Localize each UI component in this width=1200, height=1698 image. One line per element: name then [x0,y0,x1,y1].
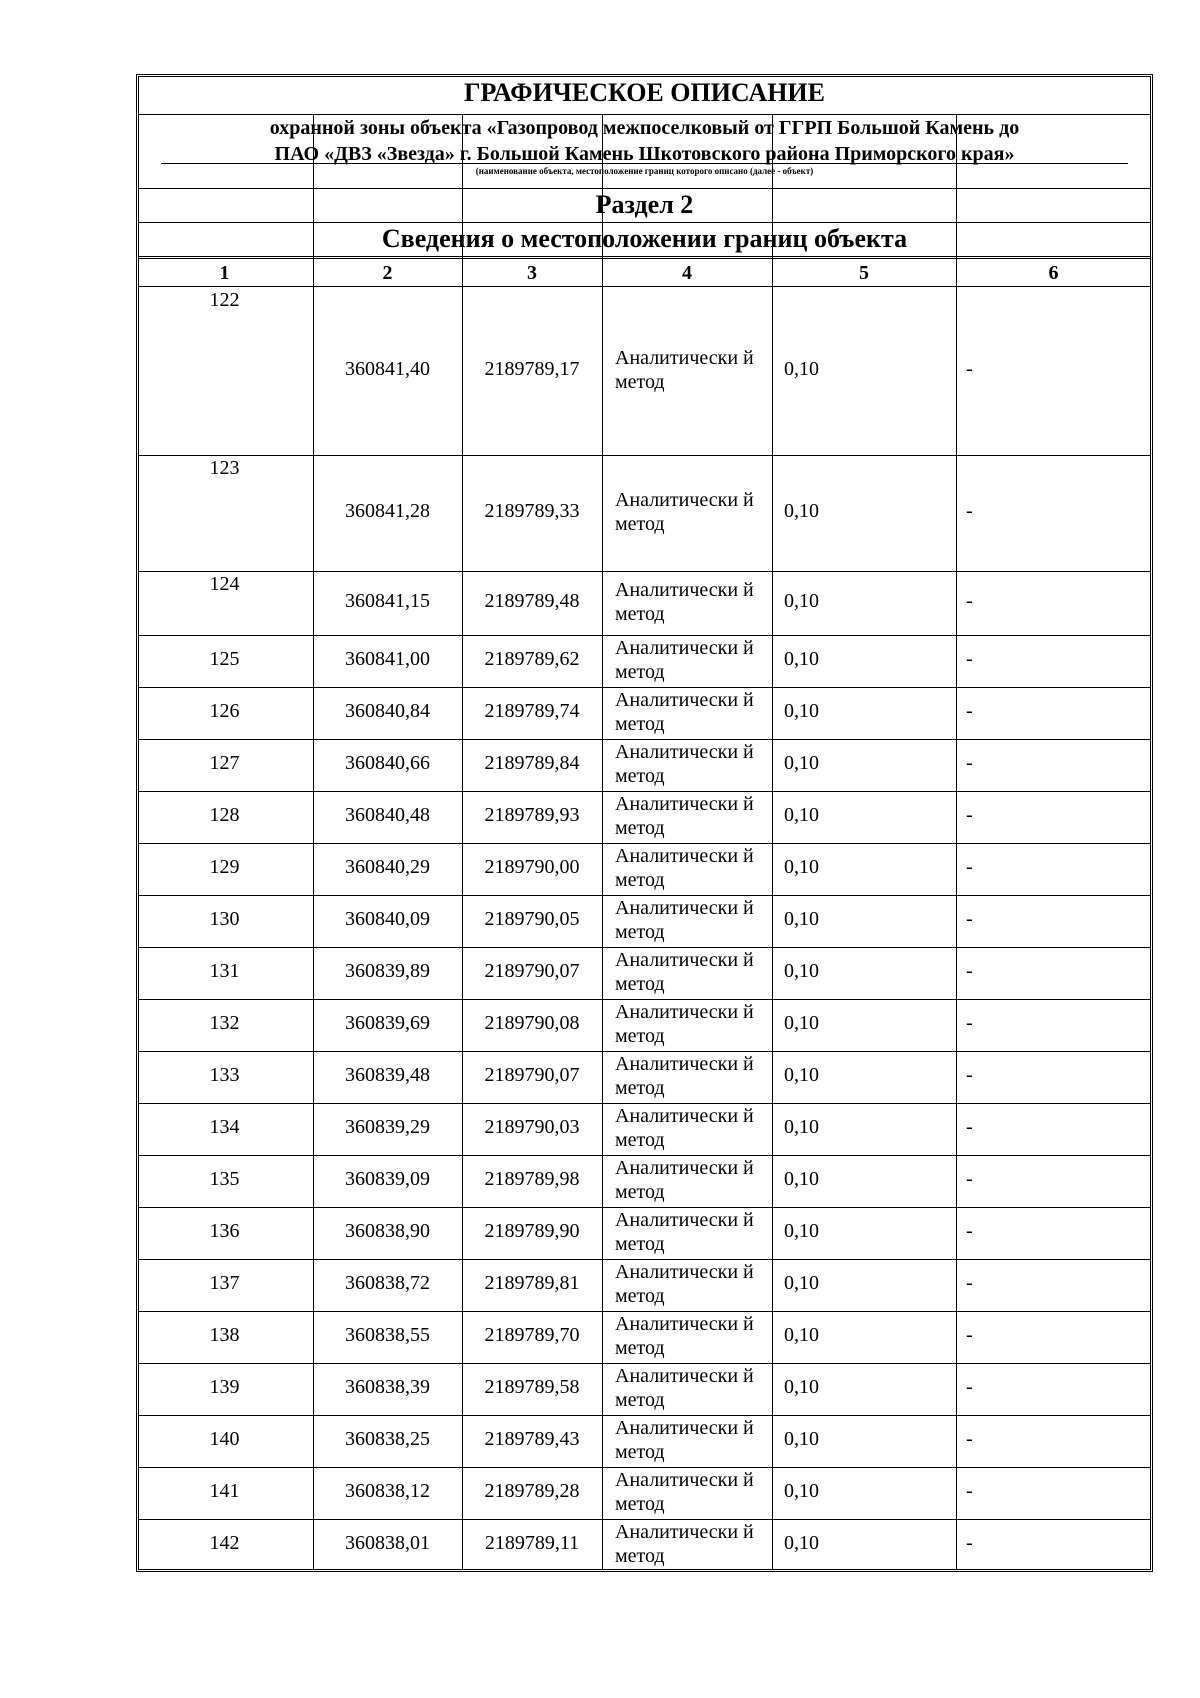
determination-method: Аналитически й метод [615,1209,754,1255]
object-name-caption: (наименование объекта, местоположение границ которого описано (далее - объект) [475,166,814,176]
note-value: - [966,1532,973,1554]
section-title: Сведения о местоположении границ объекта [381,224,908,253]
coordinate-x: 360839,29 [345,1116,430,1138]
accuracy-value: 0,10 [784,1428,819,1450]
coordinate-y: 2189790,00 [484,856,580,878]
accuracy-value: 0,10 [784,856,819,878]
accuracy-value: 0,10 [784,908,819,930]
determination-method: Аналитически й метод [615,1261,754,1307]
coordinate-y: 2189790,07 [484,1064,580,1086]
point-number: 131 [209,960,240,982]
coordinate-x: 360838,25 [345,1428,430,1450]
accuracy-value: 0,10 [784,1064,819,1086]
point-number: 140 [209,1428,240,1450]
determination-method: Аналитически й метод [615,1365,754,1411]
determination-method: Аналитически й метод [615,1053,754,1099]
coordinate-x: 360838,39 [345,1376,430,1398]
note-value: - [966,500,973,522]
coordinate-x: 360839,69 [345,1012,430,1034]
determination-method: Аналитически й метод [615,949,754,995]
column-number: 5 [859,262,869,284]
coordinate-y: 2189789,48 [484,590,580,612]
accuracy-value: 0,10 [784,700,819,722]
point-number: 125 [209,648,240,670]
point-number: 124 [209,573,240,595]
object-name-line-1: охранной зоны объекта «Газопровод межпоселковый от ГГРП Большой Камень до [269,117,1020,139]
note-value: - [966,1168,973,1190]
coordinate-x: 360841,00 [345,648,430,670]
note-value: - [966,960,973,982]
coordinate-y: 2189790,03 [484,1116,580,1138]
determination-method: Аналитически й метод [615,1417,754,1463]
determination-method: Аналитически й метод [615,1105,754,1151]
coordinate-y: 2189789,62 [484,648,580,670]
coordinate-y: 2189789,28 [484,1480,580,1502]
point-number: 126 [209,700,240,722]
object-name-line-2: ПАО «ДВЗ «Звезда» г. Большой Камень Шкотовского района Приморского края» [274,143,1015,165]
accuracy-value: 0,10 [784,1012,819,1034]
column-divider [956,114,957,1570]
point-number: 133 [209,1064,240,1086]
object-name [196,115,1093,167]
accuracy-value: 0,10 [784,960,819,982]
determination-method: Аналитически й метод [615,1521,754,1567]
coordinate-x: 360840,09 [345,908,430,930]
determination-method: Аналитически й метод [615,741,754,787]
coordinate-x: 360838,12 [345,1480,430,1502]
note-value: - [966,1220,973,1242]
point-number: 142 [209,1532,240,1554]
accuracy-value: 0,10 [784,1272,819,1294]
coordinate-y: 2189789,74 [484,700,580,722]
coordinate-x: 360839,09 [345,1168,430,1190]
point-number: 127 [209,752,240,774]
header-rule [138,188,1151,189]
coordinate-x: 360840,29 [345,856,430,878]
note-value: - [966,648,973,670]
accuracy-value: 0,10 [784,500,819,522]
coordinate-x: 360840,84 [345,700,430,722]
point-number: 137 [209,1272,240,1294]
point-number: 135 [209,1168,240,1190]
determination-method: Аналитически й метод [615,347,754,393]
column-numbers-rule [138,286,1151,287]
point-number: 136 [209,1220,240,1242]
coordinate-y: 2189789,93 [484,804,580,826]
coordinate-x: 360838,01 [345,1532,430,1554]
column-number: 2 [382,262,393,284]
determination-method: Аналитически й метод [615,1157,754,1203]
note-value: - [966,1480,973,1502]
point-number: 123 [209,457,240,479]
note-value: - [966,752,973,774]
note-value: - [966,804,973,826]
accuracy-value: 0,10 [784,804,819,826]
point-number: 134 [209,1116,240,1138]
determination-method: Аналитически й метод [615,897,754,943]
determination-method: Аналитически й метод [615,579,754,625]
note-value: - [966,1116,973,1138]
coordinate-y: 2189789,43 [484,1428,580,1450]
document-sheet [136,74,1153,1572]
determination-method: Аналитически й метод [615,1313,754,1359]
point-number: 132 [209,1012,240,1034]
accuracy-value: 0,10 [784,590,819,612]
note-value: - [966,1324,973,1346]
header-rule [138,222,1151,223]
coordinate-x: 360839,48 [345,1064,430,1086]
note-value: - [966,908,973,930]
coordinate-y: 2189790,07 [484,960,580,982]
section-heading: Раздел 2 [595,190,694,219]
column-divider [462,114,463,1570]
point-number: 141 [209,1480,240,1502]
column-divider [313,114,314,1570]
point-number: 122 [209,289,240,311]
table-row-rule [138,571,1151,572]
coordinate-y: 2189789,70 [484,1324,580,1346]
determination-method: Аналитически й метод [615,793,754,839]
accuracy-value: 0,10 [784,1376,819,1398]
point-number: 139 [209,1376,240,1398]
coordinate-y: 2189789,33 [484,500,580,522]
note-value: - [966,590,973,612]
point-number: 130 [209,908,240,930]
note-value: - [966,1012,973,1034]
accuracy-value: 0,10 [784,358,819,380]
column-number: 6 [1048,262,1059,284]
accuracy-value: 0,10 [784,1324,819,1346]
note-value: - [966,1064,973,1086]
coordinate-y: 2189789,98 [484,1168,580,1190]
accuracy-value: 0,10 [784,1220,819,1242]
note-value: - [966,358,973,380]
note-value: - [966,1272,973,1294]
coordinate-x: 360840,48 [345,804,430,826]
coordinate-x: 360841,40 [345,358,430,380]
note-value: - [966,1376,973,1398]
coordinate-y: 2189789,84 [484,752,580,774]
determination-method: Аналитически й метод [615,489,754,535]
coordinate-x: 360841,28 [345,500,430,522]
table-row-rule [138,455,1151,456]
determination-method: Аналитически й метод [615,689,754,735]
note-value: - [966,1428,973,1450]
point-number: 128 [209,804,240,826]
document-title: ГРАФИЧЕСКОЕ ОПИСАНИЕ [464,78,825,107]
point-number: 138 [209,1324,240,1346]
coordinate-x: 360838,90 [345,1220,430,1242]
column-number: 1 [219,262,230,284]
accuracy-value: 0,10 [784,1168,819,1190]
coordinate-x: 360839,89 [345,960,430,982]
accuracy-value: 0,10 [784,1532,819,1554]
accuracy-value: 0,10 [784,648,819,670]
column-number: 3 [527,262,537,284]
accuracy-value: 0,10 [784,1116,819,1138]
column-number: 4 [682,262,692,284]
coordinate-y: 2189789,17 [484,358,580,380]
coordinate-y: 2189790,05 [484,908,580,930]
table-top-rule [138,256,1151,259]
determination-method: Аналитически й метод [615,637,754,683]
note-value: - [966,700,973,722]
accuracy-value: 0,10 [784,752,819,774]
coordinate-y: 2189789,90 [484,1220,580,1242]
column-divider [602,114,603,1570]
coordinate-x: 360838,55 [345,1324,430,1346]
determination-method: Аналитически й метод [615,1001,754,1047]
coordinate-y: 2189789,58 [484,1376,580,1398]
point-number: 129 [209,856,240,878]
accuracy-value: 0,10 [784,1480,819,1502]
coordinate-x: 360841,15 [345,590,430,612]
determination-method: Аналитически й метод [615,845,754,891]
coordinate-y: 2189790,08 [484,1012,580,1034]
note-value: - [966,856,973,878]
coordinate-x: 360838,72 [345,1272,430,1294]
coordinate-y: 2189789,11 [484,1532,580,1554]
determination-method: Аналитически й метод [615,1469,754,1515]
coordinate-y: 2189789,81 [484,1272,580,1294]
coordinate-x: 360840,66 [345,752,430,774]
